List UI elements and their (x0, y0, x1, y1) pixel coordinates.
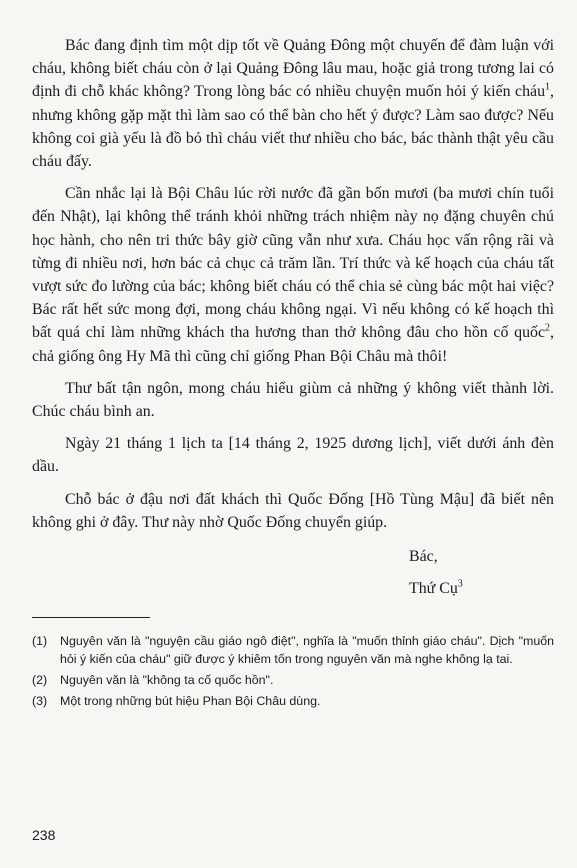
signature-name: Thứ Cụ (409, 580, 458, 598)
footnote-divider (32, 617, 150, 618)
closing-signature (409, 580, 554, 603)
paragraph-2-text-b: , chả giống ông Hy Mã thì cũng chỉ giống Phan Bội Châu mà thôi! (32, 324, 554, 365)
footnotes (32, 632, 554, 710)
paragraph-3: Thư bất tận ngôn, mong cháu hiểu giùm cả những ý không viết thành lời. Chúc cháu bình an. (32, 379, 554, 421)
footnote-text: Một trong những bút hiệu Phan Bội Châu dùng. (60, 694, 321, 709)
paragraph-4: Ngày 21 tháng 1 lịch ta [14 tháng 2, 1925 dương lịch], viết dưới ánh đèn dầu. (32, 435, 554, 476)
footnote-text: Nguyên văn là "nguyện cầu giáo ngô điệt", nghĩa là "muốn thỉnh giáo cháu". Dịch "muốn hỏi ý kiến của cháu" giữ được ý khiêm tốn trong nguyên văn mà nghe không lạ tai. (60, 634, 554, 667)
paragraph-1-text-a: Bác đang định tìm một dịp tốt về Quảng Đông một chuyến để đàm luận với cháu, không biết cháu còn ở lại Quảng Đông lâu mau, hoặc giả trong tương lai có định đi chỗ khác không? Trong lòng bác có nhiều chuyện muốn hỏi ý kiến cháu (32, 37, 554, 101)
page-content (32, 34, 554, 713)
letter-closing (409, 548, 554, 603)
footnote-3 (32, 692, 554, 710)
footnote-number: (3) (32, 694, 48, 709)
footnote-1 (32, 632, 554, 668)
footnote-number: (1) (32, 634, 48, 649)
paragraph-1 (32, 34, 554, 173)
footnote-ref-2[interactable]: 2 (545, 323, 551, 335)
closing-salutation: Bác, (409, 548, 438, 566)
page-number: 238 (32, 827, 56, 843)
footnote-2 (32, 671, 554, 689)
paragraph-2 (32, 182, 554, 368)
paragraph-1-text-b: , nhưng không gặp mặt thì làm sao có thể bàn cho hết ý được? Làm sao được? Nếu không coi già yếu là đồ bỏ thì cháu viết thư nhiều cho bác, bác thành thật yêu cầu cháu đấy. (32, 83, 554, 171)
footnote-ref-1[interactable]: 1 (545, 82, 551, 94)
footnote-text: Nguyên văn là "không ta cố quốc hồn". (60, 673, 274, 688)
paragraph-5: Chỗ bác ở đậu nơi đất khách thì Quốc Đống [Hồ Tùng Mậu] đã biết nên không ghi ở đây. Thư này nhờ Quốc Đống chuyển giúp. (32, 490, 554, 531)
footnote-ref-3[interactable]: 3 (457, 578, 463, 590)
paragraph-2-text-a: Cần nhắc lại là Bội Châu lúc rời nước đã gần bốn mươi (ba mươi chín tuổi đến Nhật), lại không thể tránh khỏi những trách nhiệm này nọ đặng chuyên chú học hành, cho nên tri thức bây giờ cũng vẫn như xưa. Cháu học vấn rộng rãi và từng đi nhiều nơi, hơn bác cả chục cả trăm lần. Trí thức và kế hoạch của cháu tất vượt sức đo lường của bác; không biết cháu có thể chia sẻ cùng bác một hai việc? Bác rất hết sức mong đợi, mong cháu không ngại. Vì nếu không có kế hoạch thì bất quá chỉ làm những khách tha hương than thở không đâu cho hồn cố quốc (32, 185, 554, 342)
footnote-number: (2) (32, 673, 48, 688)
